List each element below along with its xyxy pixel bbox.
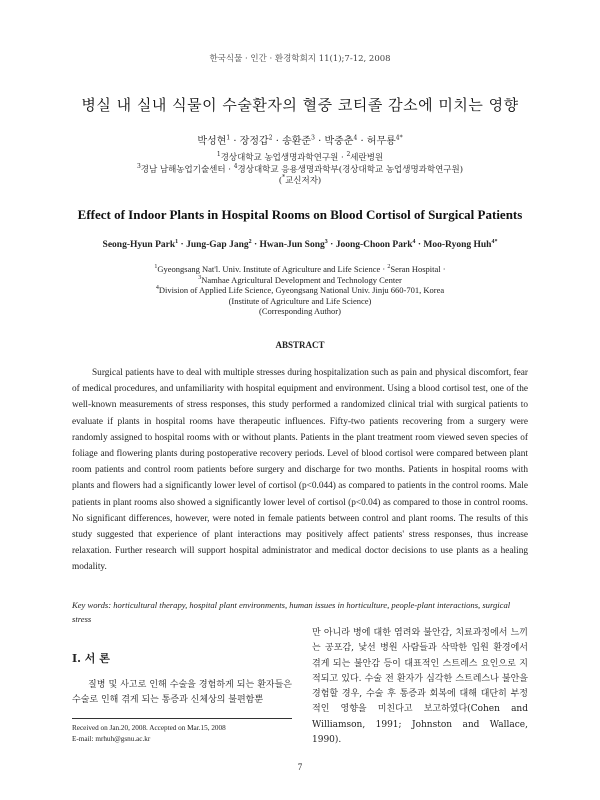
- affil-en-line: [0, 264, 600, 275]
- author-en-sup: 3: [324, 238, 328, 245]
- affil-sup: 2: [346, 151, 351, 159]
- author-ko: 송환준: [282, 136, 312, 147]
- email-note: E-mail: mrhuh@gsnu.ac.kr: [72, 735, 151, 743]
- running-head: 한국식물 · 인간 · 환경학회지 11(1);7-12, 2008: [209, 54, 391, 64]
- keywords-label: Key words:: [72, 600, 112, 610]
- author-ko-sup: 1: [226, 134, 231, 142]
- affil-text: 경상대학교 응용생명과학부(경상대학교 농업생명과학연구원): [237, 164, 464, 175]
- intro-right-column: 만 아니라 병에 대한 염려와 불안감, 치료과정에서 느끼는 공포감, 낯선 병원 사람들과 삭막한 입원 환경에서 겪게 되는 불안감 등이 대표적인 스트레스 요인으로 지적되고 있다. 수술 전 환자가 심각한 스트레스나 불안을 경험할 경우, 수술 후 통증과 회복에 대해 대단히 부정적인 영향을 미친다고 보고하였다(Cohen and Williamson, 1991; Johnston and Wallace, 1990).: [312, 628, 528, 746]
- affil-ko-line: [0, 153, 600, 165]
- author-ko-sup: 2: [268, 134, 273, 142]
- affil-text: Namhae Agricultural Development and Technology Center: [201, 274, 402, 285]
- affil-sup: 2: [387, 264, 391, 271]
- english-title: Effect of Indoor Plants in Hospital Rooms on Blood Cortisol of Surgical Patients: [77, 207, 523, 222]
- affil-sup: 4: [155, 285, 159, 292]
- korean-title: 병실 내 실내 식물이 수술환자의 혈중 코티졸 감소에 미치는 영향: [81, 96, 519, 114]
- author-en: Seong-Hyun Park: [102, 240, 176, 250]
- author-en: Joong-Choon Park: [335, 240, 413, 250]
- affil-text: Division of Applied Life Science, Gyeongsang National Univ. Jinju 660-701, Korea: [158, 285, 445, 295]
- affil-text: 경남 남해농업기술센터 ·: [140, 164, 234, 175]
- keywords: [72, 598, 528, 626]
- affil-sup: 1: [154, 264, 158, 271]
- affil-text: 교신저자: [285, 176, 318, 186]
- author-ko: 박중춘: [324, 136, 354, 147]
- abstract-heading: ABSTRACT: [275, 340, 325, 350]
- author-ko-sup: 3: [311, 134, 315, 142]
- author-ko: 장정갑: [239, 136, 269, 147]
- abstract-body: Surgical patients have to deal with multiple stresses during hospitalization such as pain and physical discomfort, fear of medical procedures, and unfamiliarity with hospital equipment and environment. Using a blood cortisol test, one of the well-known measurements of stress responses, this study performed a randomized clinical trial with surgical patients to evaluate if plants in hospital rooms have therapeutic influences. Fifty-two patients recovering from a surgery were randomly assigned to hospital rooms with or without plants. Patients in the plant treatment room viewed seven species of foliage and flowering plants during postoperative recovery periods. Level of blood cortisol were compared between plant room patients and control room patients before surgery and discharge for two months. Patients in hospital rooms with plants and flowers had a significantly lower level of cortisol (p<0.044) as compared to patients in the control rooms. Male patients in plant rooms also showed a significantly lower level of cortisol (p<0.04) as compared to those in control rooms. No significant differences, however, were noted in female patients between control and plant rooms. The results of this study suggested that experience of plant interactions may positively affect patients' stress responses, thus increase relaxation. Further research will support hospital administrator and medical doctor decisions to use plants as a healing modality.: [72, 368, 528, 573]
- affil-text: Seran Hospital ·: [390, 264, 446, 274]
- author-ko: 박성현: [197, 136, 227, 147]
- affil-en-line: (Institute of Agriculture and Life Science): [228, 295, 372, 306]
- author-ko-sup: 4: [353, 134, 358, 142]
- page-number: 7: [297, 762, 303, 772]
- keywords-list: horticultural therapy, hospital plant environments, human issues in horticulture, people-plant interactions, surgical stress: [72, 600, 511, 624]
- section-heading: I. 서 론: [72, 652, 110, 665]
- received-note: Received on Jan.20, 2008. Accepted on Mar.15, 2008: [72, 724, 226, 732]
- korean-authors: 박성현$^1$ · 장정갑$^2$ · 송환준$^3$ · 박중춘$^4$ · 허무룡$^{4*}$: [197, 134, 403, 147]
- affil-sup: 3: [198, 274, 202, 281]
- english-authors: Seong-Hyun Park$^1$ · Jung-Gap Jang$^2$ · Hwan-Jun Song$^3$ · Joong-Choon Park$^4$ · Moo-Ryong Huh$^{4*}$: [102, 238, 498, 250]
- affil-text: Gyeongsang Nat'l. Univ. Institute of Agriculture and Life Science ·: [157, 264, 388, 274]
- author-en-sup: 1: [175, 238, 179, 245]
- author-en-sup: 4: [412, 238, 416, 245]
- affil-text: 경상대학교 농업생명과학연구원 ·: [220, 153, 347, 163]
- author-en-sup: 2: [248, 238, 252, 245]
- intro-left-column: 질병 및 사고로 인해 수술을 경험하게 되는 환자들은 수술로 인해 겪게 되는 통증과 신체상의 불편함뿐: [72, 680, 292, 705]
- author-ko: 허무룡: [366, 136, 396, 147]
- footnotes: [72, 723, 302, 745]
- korean-affiliations: [0, 153, 600, 188]
- author-en-sup: 4*: [491, 238, 498, 245]
- author-en: Jung-Gap Jang: [186, 240, 249, 250]
- affil-text: 세란병원: [350, 153, 384, 163]
- affil-en-line: (Corresponding Author): [259, 306, 341, 316]
- footnote-divider: [72, 718, 292, 719]
- affil-ko-line: (*교신저자): [278, 174, 322, 186]
- author-ko-sup: 4*: [395, 134, 403, 142]
- affil-en-line: [0, 275, 600, 286]
- affil-ko-line: [0, 162, 600, 177]
- affil-sup: *: [282, 174, 286, 182]
- affil-sup: 1: [216, 151, 221, 159]
- affil-en-line: [0, 285, 600, 296]
- author-en: Moo-Ryong Huh: [423, 240, 492, 250]
- author-en: Hwan-Jun Song: [259, 240, 325, 250]
- affil-sup: 4: [233, 162, 238, 170]
- english-affiliations: [0, 264, 600, 317]
- affil-sup: 3: [136, 162, 141, 170]
